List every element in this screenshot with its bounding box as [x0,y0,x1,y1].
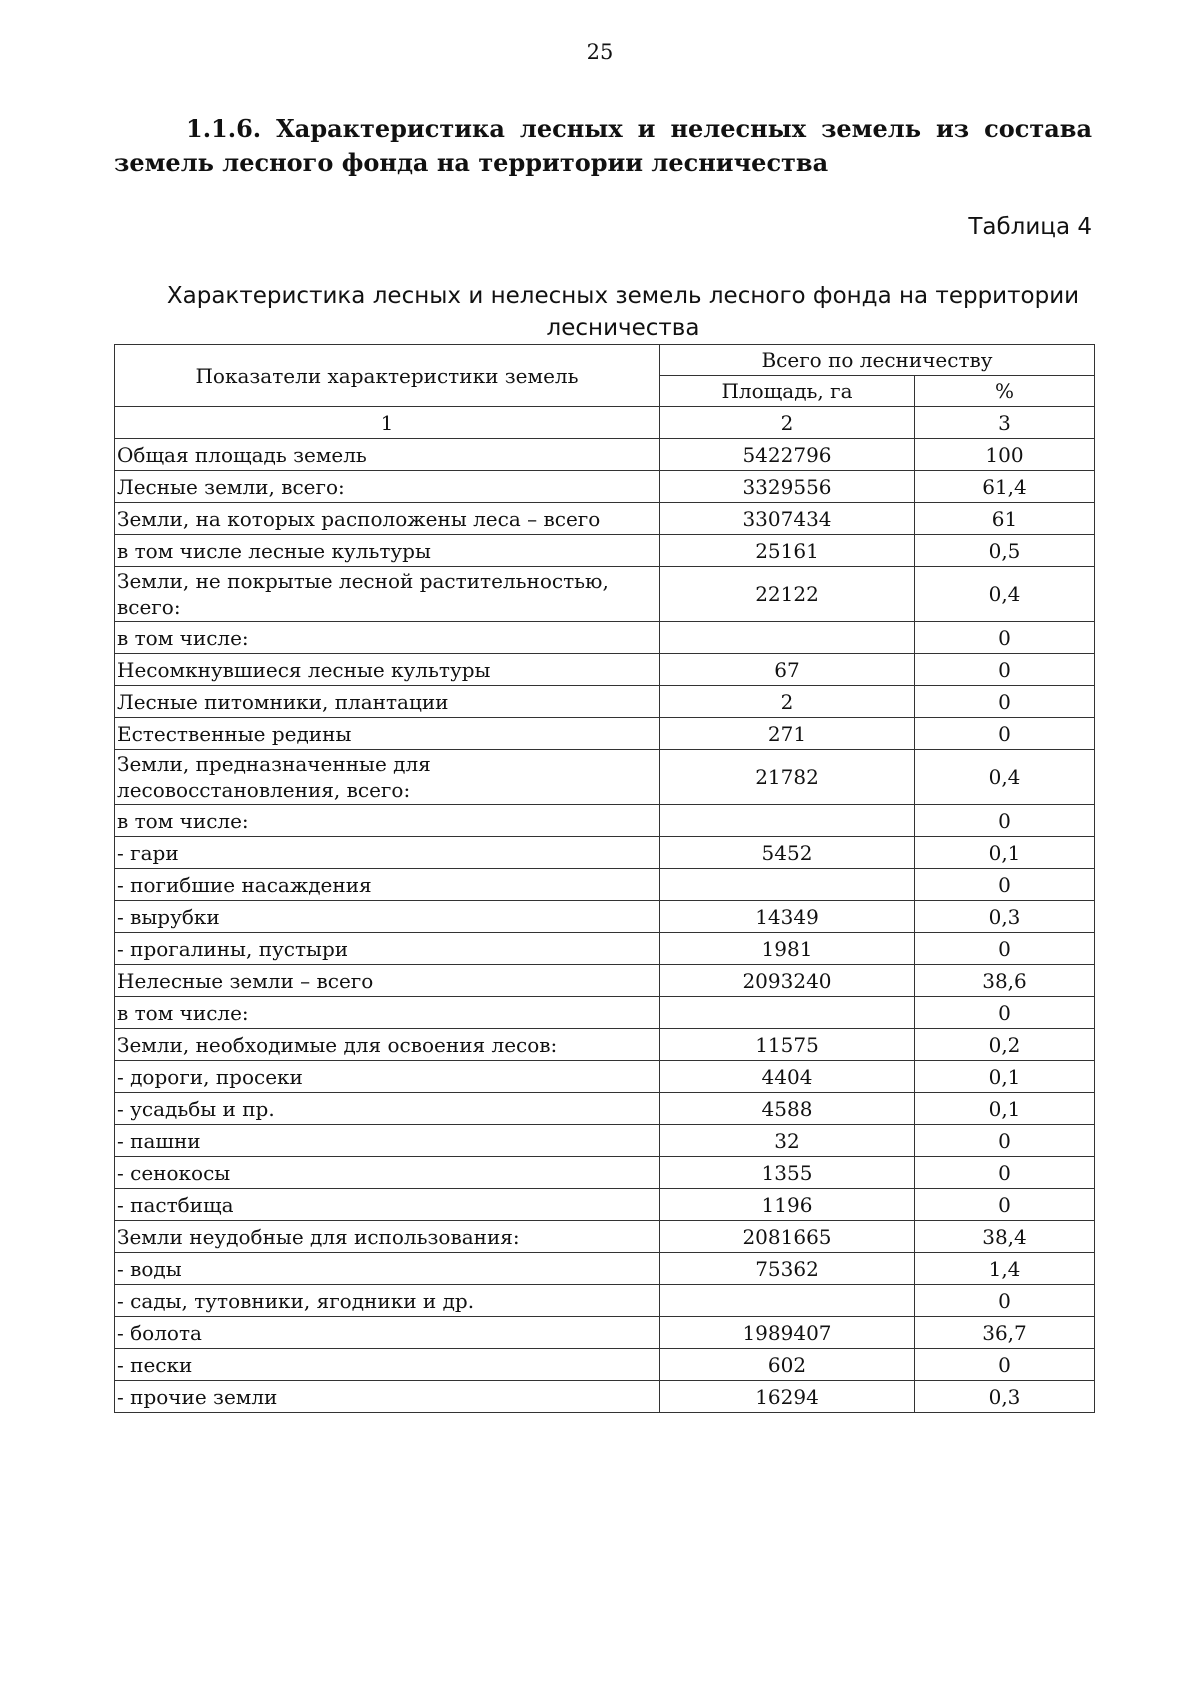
row-percent: 0 [915,622,1095,654]
row-percent: 0,2 [915,1029,1095,1061]
numbering-row [115,407,1095,439]
row-percent: 0,5 [915,535,1095,567]
table-row [115,1381,1095,1413]
row-label: Общая площадь земель [115,439,660,471]
row-area [660,869,915,901]
row-area: 75362 [660,1253,915,1285]
row-area: 271 [660,718,915,750]
table-row [115,1349,1095,1381]
column-number: 3 [915,407,1095,439]
row-label: - пашни [115,1125,660,1157]
row-area [660,805,915,837]
row-label: в том числе: [115,805,660,837]
row-area: 4588 [660,1093,915,1125]
table-row [115,750,1095,805]
header-area: Площадь, га [660,376,915,407]
row-percent: 0 [915,686,1095,718]
row-label: - пески [115,1349,660,1381]
row-label: в том числе: [115,997,660,1029]
table-row [115,1317,1095,1349]
row-percent: 0 [915,997,1095,1029]
row-percent: 0,4 [915,750,1095,805]
row-label: Естественные редины [115,718,660,750]
header-row [115,345,1095,376]
row-area [660,1285,915,1317]
section-heading: 1.1.6. Характеристика лесных и нелесных земель из состава земель лесного фонда на территории лесничества [114,114,1092,177]
row-area: 3307434 [660,503,915,535]
row-label: Земли, на которых расположены леса – всего [115,503,660,535]
row-percent: 0,4 [915,567,1095,622]
row-label: в том числе: [115,622,660,654]
row-percent: 0 [915,1285,1095,1317]
row-percent: 0,1 [915,1093,1095,1125]
row-area: 22122 [660,567,915,622]
row-percent: 0 [915,1157,1095,1189]
table-row [115,654,1095,686]
table-row [115,805,1095,837]
row-label: - сенокосы [115,1157,660,1189]
table-row [115,1125,1095,1157]
column-number: 2 [660,407,915,439]
table-row [115,439,1095,471]
table-caption: Характеристика лесных и нелесных земель лесного фонда на территории лесничества [166,283,1080,341]
row-area [660,997,915,1029]
row-area: 1196 [660,1189,915,1221]
table-row [115,503,1095,535]
row-percent: 0 [915,869,1095,901]
row-percent: 0 [915,805,1095,837]
row-percent: 0 [915,654,1095,686]
table-row [115,997,1095,1029]
header-group: Всего по лесничеству [660,345,1095,376]
row-label: - болота [115,1317,660,1349]
row-percent: 0 [915,1349,1095,1381]
table-row [115,535,1095,567]
row-label: Земли, предназначенные для лесовосстановления, всего: [115,750,660,805]
table-row [115,567,1095,622]
land-characteristics-table [114,344,1095,1413]
table-row [115,1157,1095,1189]
row-area: 3329556 [660,471,915,503]
row-percent: 0 [915,1125,1095,1157]
row-area: 5452 [660,837,915,869]
row-percent: 0 [915,1189,1095,1221]
row-label: - прочие земли [115,1381,660,1413]
row-label: Лесные питомники, плантации [115,686,660,718]
row-area: 5422796 [660,439,915,471]
row-label: Нелесные земли – всего [115,965,660,997]
row-area: 25161 [660,535,915,567]
table-body [115,439,1095,1413]
row-percent: 0 [915,933,1095,965]
table-row [115,837,1095,869]
row-area: 1981 [660,933,915,965]
table-row [115,1029,1095,1061]
row-percent: 38,6 [915,965,1095,997]
table-row [115,1221,1095,1253]
row-area: 4404 [660,1061,915,1093]
row-percent: 0,1 [915,1061,1095,1093]
row-percent: 36,7 [915,1317,1095,1349]
table-row [115,1285,1095,1317]
table-row [115,869,1095,901]
row-area: 1989407 [660,1317,915,1349]
header-indicator: Показатели характеристики земель [115,345,660,407]
row-area: 16294 [660,1381,915,1413]
table-row [115,1189,1095,1221]
table-row [115,933,1095,965]
header-percent: % [915,376,1095,407]
table-row [115,1253,1095,1285]
table-row [115,965,1095,997]
row-percent: 61,4 [915,471,1095,503]
row-label: - гари [115,837,660,869]
row-label: - сады, тутовники, ягодники и др. [115,1285,660,1317]
row-area: 67 [660,654,915,686]
page-number: 25 [586,40,614,64]
column-number: 1 [115,407,660,439]
row-label: Несомкнувшиеся лесные культуры [115,654,660,686]
row-area: 2 [660,686,915,718]
row-percent: 1,4 [915,1253,1095,1285]
row-label: Земли, необходимые для освоения лесов: [115,1029,660,1061]
row-label: - погибшие насаждения [115,869,660,901]
row-label: - пастбища [115,1189,660,1221]
row-percent: 61 [915,503,1095,535]
table-row [115,1061,1095,1093]
row-percent: 0 [915,718,1095,750]
table-row [115,901,1095,933]
row-area: 11575 [660,1029,915,1061]
row-area: 14349 [660,901,915,933]
table-row [115,622,1095,654]
table-row [115,718,1095,750]
row-percent: 100 [915,439,1095,471]
row-area [660,622,915,654]
row-area: 2093240 [660,965,915,997]
row-label: - усадьбы и пр. [115,1093,660,1125]
row-area: 1355 [660,1157,915,1189]
row-label: - прогалины, пустыри [115,933,660,965]
row-label: - дороги, просеки [115,1061,660,1093]
row-percent: 0,3 [915,901,1095,933]
row-label: - вырубки [115,901,660,933]
row-area: 2081665 [660,1221,915,1253]
row-area: 602 [660,1349,915,1381]
row-label: Лесные земли, всего: [115,471,660,503]
table-label: Таблица 4 [968,214,1092,240]
table-row [115,1093,1095,1125]
row-area: 32 [660,1125,915,1157]
row-area: 21782 [660,750,915,805]
row-label: - воды [115,1253,660,1285]
table-row [115,471,1095,503]
row-percent: 0,3 [915,1381,1095,1413]
row-percent: 38,4 [915,1221,1095,1253]
row-label: Земли, не покрытые лесной растительностью, всего: [115,567,660,622]
row-label: в том числе лесные культуры [115,535,660,567]
row-label: Земли неудобные для использования: [115,1221,660,1253]
table-row [115,686,1095,718]
row-percent: 0,1 [915,837,1095,869]
